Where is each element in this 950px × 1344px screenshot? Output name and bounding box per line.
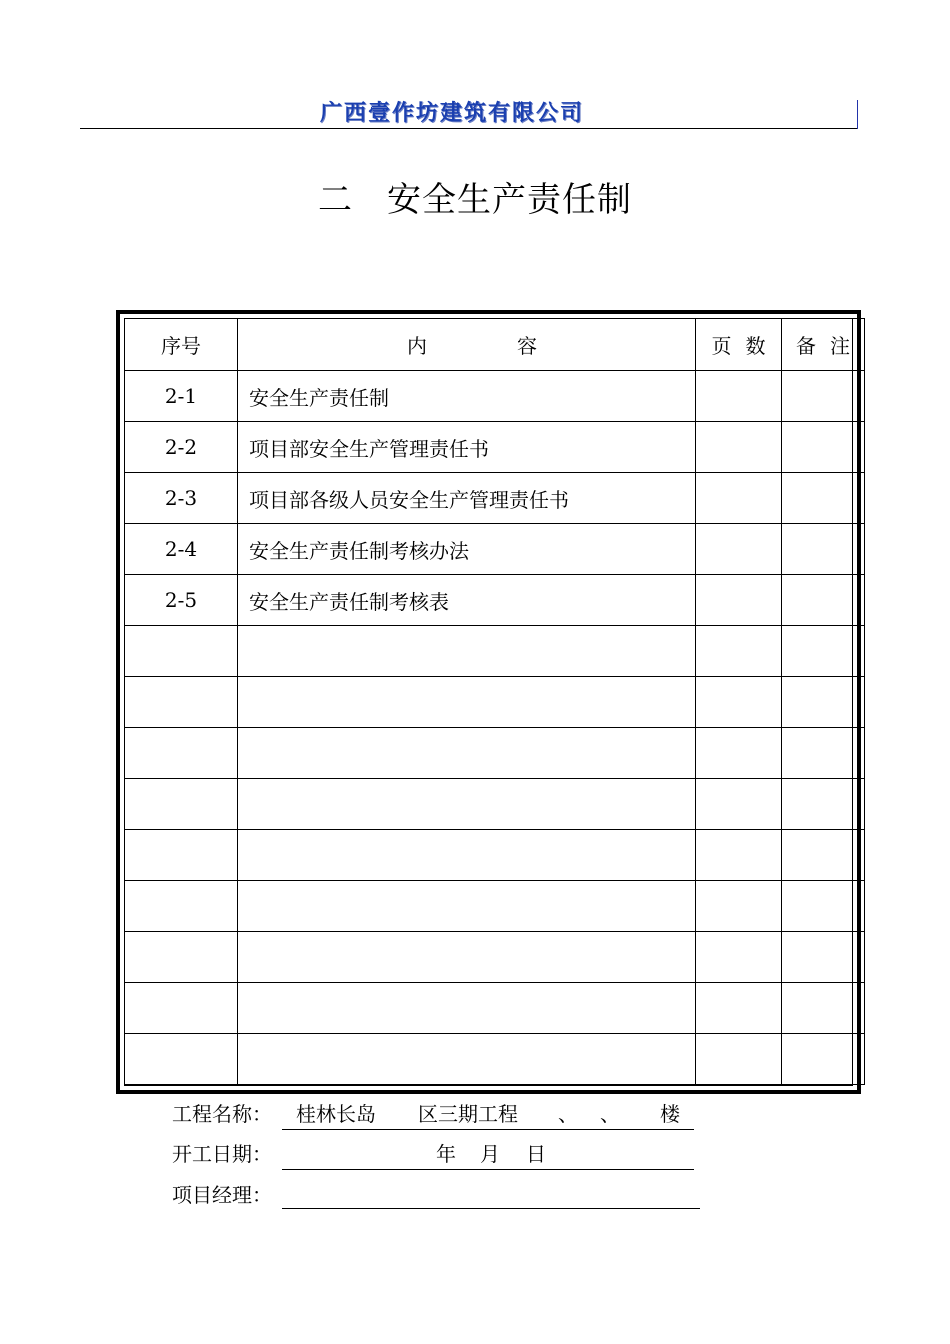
row-serial-number: 2-4 (125, 524, 238, 575)
row-notes (782, 524, 865, 575)
row-notes (782, 983, 865, 1034)
header-content-left: 内 (407, 334, 427, 358)
title-text: 安全生产责任制 (387, 180, 632, 220)
table-row (125, 626, 865, 677)
row-content (238, 932, 696, 983)
row-notes (782, 473, 865, 524)
row-notes (782, 1034, 865, 1085)
project-name-field (172, 1100, 712, 1128)
header-content-right: 容 (517, 334, 537, 358)
table-row (125, 473, 865, 524)
row-serial-number (125, 983, 238, 1034)
start-date-month: 月 (480, 1142, 500, 1166)
header-notes-right: 注 (830, 334, 850, 358)
row-notes (782, 830, 865, 881)
row-content (238, 626, 696, 677)
row-serial-number: 2-5 (125, 575, 238, 626)
row-content (238, 779, 696, 830)
row-notes (782, 881, 865, 932)
row-content (238, 983, 696, 1034)
project-name-label: 工程名称： (172, 1102, 272, 1126)
row-content (238, 830, 696, 881)
table-row (125, 371, 865, 422)
row-notes (782, 779, 865, 830)
row-serial-number (125, 881, 238, 932)
project-name-part1: 桂林长岛 (296, 1102, 376, 1126)
row-notes (782, 422, 865, 473)
start-date-year: 年 (436, 1142, 456, 1166)
row-content: 项目部各级人员安全生产管理责任书 (238, 473, 696, 524)
project-name-separator-2: 、 (600, 1102, 620, 1126)
manager-field (172, 1181, 712, 1209)
row-content (238, 728, 696, 779)
header-margin-mark (857, 100, 858, 129)
table-row (125, 1034, 865, 1085)
row-notes (782, 626, 865, 677)
table-row (125, 728, 865, 779)
table-row (125, 983, 865, 1034)
manager-underline (282, 1208, 700, 1209)
row-notes (782, 371, 865, 422)
start-date-label: 开工日期： (172, 1142, 272, 1166)
start-date-day: 日 (526, 1142, 546, 1166)
row-serial-number (125, 932, 238, 983)
table-header-row (125, 319, 865, 371)
table-row (125, 932, 865, 983)
header-serial-number: 序号 (125, 319, 238, 371)
table-row (125, 422, 865, 473)
row-notes (782, 575, 865, 626)
document-title (0, 176, 950, 224)
project-name-part3: 楼 (660, 1102, 680, 1126)
row-serial-number: 2-1 (125, 371, 238, 422)
row-pages (696, 830, 782, 881)
manager-label: 项目经理： (172, 1183, 272, 1207)
header-pages-left: 页 (711, 334, 732, 358)
row-pages (696, 932, 782, 983)
row-serial-number (125, 830, 238, 881)
project-name-separator-1: 、 (558, 1102, 578, 1126)
row-pages (696, 575, 782, 626)
header-pages (696, 319, 782, 371)
header-divider (80, 128, 858, 129)
row-notes (782, 677, 865, 728)
header-notes-left: 备 (796, 334, 816, 358)
row-serial-number: 2-3 (125, 473, 238, 524)
row-pages (696, 626, 782, 677)
row-pages (696, 677, 782, 728)
row-content: 安全生产责任制考核表 (238, 575, 696, 626)
row-pages (696, 422, 782, 473)
row-pages (696, 524, 782, 575)
start-date-field (172, 1140, 712, 1168)
row-pages (696, 371, 782, 422)
table-row (125, 677, 865, 728)
row-serial-number (125, 728, 238, 779)
row-notes (782, 932, 865, 983)
table-row (125, 779, 865, 830)
row-pages (696, 983, 782, 1034)
project-name-underline (282, 1129, 694, 1130)
row-serial-number (125, 677, 238, 728)
table-row (125, 524, 865, 575)
table-row (125, 830, 865, 881)
row-serial-number: 2-2 (125, 422, 238, 473)
start-date-underline (282, 1169, 694, 1170)
header-content (238, 319, 696, 371)
row-content (238, 881, 696, 932)
table-row (125, 575, 865, 626)
project-name-part2: 区三期工程 (418, 1102, 518, 1126)
row-content: 项目部安全生产管理责任书 (238, 422, 696, 473)
row-pages (696, 473, 782, 524)
row-content: 安全生产责任制考核办法 (238, 524, 696, 575)
title-number: 二 (318, 180, 353, 220)
row-content (238, 1034, 696, 1085)
row-serial-number (125, 779, 238, 830)
row-serial-number (125, 626, 238, 677)
contents-table (124, 318, 865, 1085)
row-pages (696, 1034, 782, 1085)
header-notes (782, 319, 865, 371)
row-pages (696, 728, 782, 779)
row-serial-number (125, 1034, 238, 1085)
row-content (238, 677, 696, 728)
row-pages (696, 779, 782, 830)
company-name: 广西壹作坊建筑有限公司 (320, 101, 585, 126)
table-row (125, 881, 865, 932)
row-content: 安全生产责任制 (238, 371, 696, 422)
header-pages-right: 数 (745, 334, 766, 358)
row-notes (782, 728, 865, 779)
row-pages (696, 881, 782, 932)
